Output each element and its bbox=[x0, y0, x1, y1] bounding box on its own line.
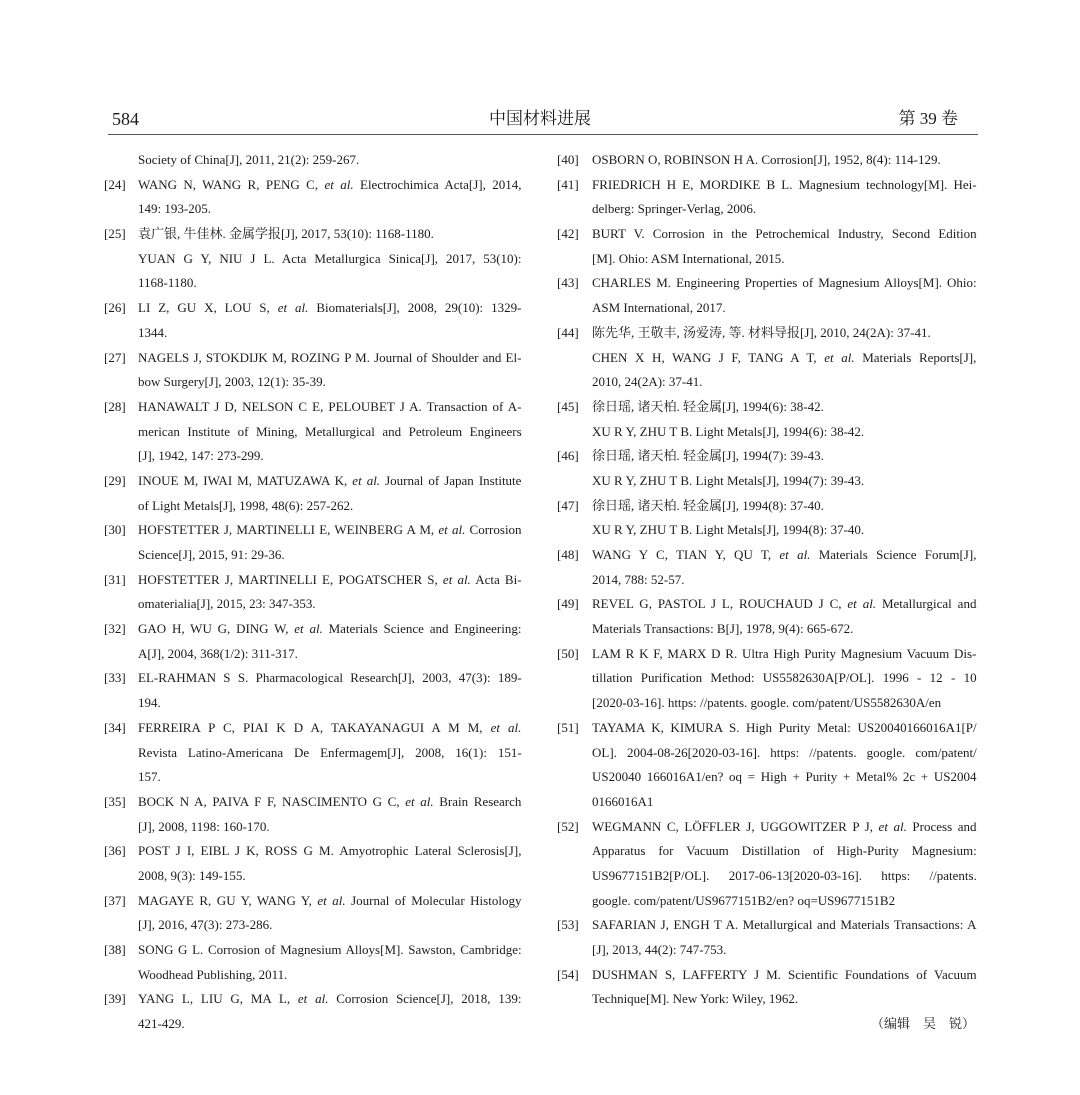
reference-line-text: 徐日瑶, 诸天柏. 轻金属[J], 1994(6): 38-42. bbox=[592, 398, 824, 414]
reference-number: [44] bbox=[557, 324, 579, 340]
reference-line-text: XU R Y, ZHU T B. Light Metals[J], 1994(6): 38-42. bbox=[592, 423, 865, 439]
reference-line bbox=[592, 716, 977, 741]
reference-item bbox=[104, 395, 524, 469]
reference-line-text: 194. bbox=[138, 695, 161, 711]
reference-number: [46] bbox=[557, 448, 579, 464]
reference-line bbox=[138, 815, 522, 840]
reference-line-text: of Light Metals[J], 1998, 48(6): 257-262. bbox=[138, 497, 354, 513]
reference-line bbox=[592, 987, 977, 1012]
reference-item bbox=[104, 296, 524, 345]
reference-item bbox=[104, 889, 524, 938]
reference-line-text: Revista Latino-Americana De Enfermagem[J], 2008, 16(1): 151- bbox=[138, 744, 522, 760]
reference-number: [37] bbox=[104, 892, 126, 908]
reference-item bbox=[557, 494, 979, 543]
reference-line bbox=[138, 839, 522, 864]
reference-line bbox=[592, 839, 977, 864]
reference-line bbox=[592, 889, 977, 914]
reference-line bbox=[138, 222, 522, 247]
reference-item bbox=[557, 173, 979, 222]
reference-line-text: WEGMANN C, LÖFFLER J, UGGOWITZER P J, et al. Process and bbox=[592, 818, 977, 834]
reference-line-text: BOCK N A, PAIVA F F, NASCIMENTO G C, et al. Brain Research bbox=[138, 793, 522, 809]
reference-line bbox=[138, 173, 522, 198]
reference-line-text: [J], 2013, 44(2): 747-753. bbox=[592, 942, 727, 957]
reference-line-text: [J], 1942, 147: 273-299. bbox=[138, 448, 264, 464]
reference-number: [30] bbox=[104, 522, 126, 538]
reference-line-text: NAGELS J, STOKDIJK M, ROZING P M. Journal of Shoulder and El- bbox=[138, 349, 522, 365]
reference-line bbox=[138, 642, 522, 667]
reference-number: [24] bbox=[104, 176, 126, 192]
reference-line bbox=[592, 444, 977, 469]
reference-item bbox=[557, 148, 979, 173]
reference-number: [36] bbox=[104, 843, 126, 859]
reference-line bbox=[592, 222, 977, 247]
reference-item bbox=[104, 938, 524, 987]
reference-number: [38] bbox=[104, 942, 126, 957]
reference-line bbox=[592, 494, 977, 519]
reference-line-text: BURT V. Corrosion in the Petrochemical Industry, Second Edition bbox=[592, 226, 977, 242]
reference-line bbox=[138, 716, 522, 741]
reference-line-text: Science[J], 2015, 91: 29-36. bbox=[138, 547, 285, 562]
reference-line-text: LAM R K F, MARX D R. Ultra High Purity Magnesium Vacuum Dis- bbox=[592, 645, 977, 661]
reference-line bbox=[592, 765, 977, 790]
reference-line bbox=[138, 271, 522, 296]
reference-line-text: FERREIRA P C, PIAI K D A, TAKAYANAGUI A M M, et al. bbox=[138, 719, 522, 735]
reference-line-text: Technique[M]. New York: Wiley, 1962. bbox=[592, 991, 799, 1007]
reference-line bbox=[592, 741, 977, 766]
reference-line-text: XU R Y, ZHU T B. Light Metals[J], 1994(7): 39-43. bbox=[592, 472, 865, 488]
reference-number: [51] bbox=[557, 719, 579, 735]
journal-title: 中国材料进展 bbox=[489, 109, 591, 128]
reference-item bbox=[104, 469, 524, 518]
reference-item bbox=[557, 271, 979, 320]
reference-item bbox=[104, 222, 524, 296]
reference-item bbox=[557, 222, 979, 271]
reference-line bbox=[138, 987, 522, 1012]
reference-item bbox=[104, 666, 524, 715]
reference-line bbox=[138, 691, 522, 716]
reference-line-text: GAO H, WU G, DING W, et al. Materials Science and Engineering: bbox=[138, 621, 522, 637]
reference-line-text: US9677151B2[P/OL]. 2017-06-13[2020-03-16]. https: //patents. bbox=[592, 867, 977, 883]
reference-number: [31] bbox=[104, 571, 126, 587]
reference-line-text: WANG N, WANG R, PENG C, et al. Electrochimica Acta[J], 2014, bbox=[138, 176, 522, 192]
reference-number: [26] bbox=[104, 300, 126, 316]
reference-list-left bbox=[104, 148, 524, 1037]
reference-line-text: POST J I, EIBL J K, ROSS G M. Amyotrophic Lateral Sclerosis[J], bbox=[138, 843, 522, 859]
reference-line-text: 徐日瑶, 诸天柏. 轻金属[J], 1994(8): 37-40. bbox=[592, 497, 824, 513]
reference-line bbox=[138, 444, 522, 469]
reference-item bbox=[557, 716, 979, 815]
reference-line-text: 2010, 24(2A): 37-41. bbox=[592, 374, 703, 390]
reference-line-text: FRIEDRICH H E, MORDIKE B L. Magnesium technology[M]. Hei- bbox=[592, 176, 977, 192]
reference-item bbox=[104, 716, 524, 790]
reference-number: [48] bbox=[557, 547, 579, 562]
reference-line-text: CHARLES M. Engineering Properties of Magnesium Alloys[M]. Ohio: bbox=[592, 275, 977, 291]
reference-line bbox=[138, 420, 522, 445]
reference-line-text: [J], 2008, 1198: 160-170. bbox=[138, 818, 270, 834]
reference-line-text: US20040 166016A1/en? oq = High + Purity + Metal% 2c + US2004 bbox=[592, 769, 977, 785]
reference-number: [33] bbox=[104, 670, 126, 686]
reference-line-text: EL-RAHMAN S S. Pharmacological Research[J], 2003, 47(3): 189- bbox=[138, 670, 522, 686]
reference-item bbox=[104, 839, 524, 888]
reference-line-text: OL]. 2004-08-26[2020-03-16]. https: //patents. google. com/patent/ bbox=[592, 744, 977, 760]
reference-line bbox=[138, 296, 522, 321]
reference-line-text: 421-429. bbox=[138, 1016, 185, 1032]
reference-number: [53] bbox=[557, 917, 579, 933]
reference-line-text: 陈先华, 王敬丰, 汤爱涛, 等. 材料导报[J], 2010, 24(2A): 37-41. bbox=[592, 324, 931, 340]
reference-number: [34] bbox=[104, 719, 126, 735]
reference-line bbox=[592, 469, 977, 494]
reference-line-text: google. com/patent/US9677151B2/en? oq=US9677151B2 bbox=[592, 892, 896, 908]
reference-line bbox=[592, 617, 977, 642]
reference-line bbox=[592, 938, 977, 963]
reference-line-text: 0166016A1 bbox=[592, 793, 654, 809]
reference-line-text: ASM International, 2017. bbox=[592, 300, 726, 316]
reference-number: [25] bbox=[104, 226, 126, 242]
reference-line bbox=[138, 1012, 522, 1037]
reference-line bbox=[592, 346, 977, 371]
reference-line bbox=[138, 790, 522, 815]
reference-line bbox=[138, 889, 522, 914]
reference-line bbox=[138, 666, 522, 691]
reference-number: [35] bbox=[104, 793, 126, 809]
reference-line-text: Woodhead Publishing, 2011. bbox=[138, 966, 288, 982]
reference-number: [42] bbox=[557, 226, 579, 242]
reference-line-text: SONG G L. Corrosion of Magnesium Alloys[M]. Sawston, Cambridge: bbox=[138, 942, 522, 957]
reference-line bbox=[138, 592, 522, 617]
reference-item bbox=[104, 518, 524, 567]
reference-line bbox=[138, 741, 522, 766]
reference-line bbox=[138, 370, 522, 395]
reference-line-text: OSBORN O, ROBINSON H A. Corrosion[J], 1952, 8(4): 114-129. bbox=[592, 152, 941, 167]
reference-line bbox=[138, 494, 522, 519]
reference-number: [45] bbox=[557, 398, 579, 414]
reference-line-text: Materials Transactions: B[J], 1978, 9(4): 665-672. bbox=[592, 621, 854, 637]
reference-line bbox=[592, 592, 977, 617]
reference-line-text: XU R Y, ZHU T B. Light Metals[J], 1994(8): 37-40. bbox=[592, 522, 865, 538]
reference-line-text: HOFSTETTER J, MARTINELLI E, WEINBERG A M, et al. Corrosion bbox=[138, 522, 522, 538]
reference-line bbox=[138, 938, 522, 963]
reference-line bbox=[138, 247, 522, 272]
reference-line bbox=[138, 568, 522, 593]
reference-item bbox=[557, 321, 979, 395]
reference-number: [40] bbox=[557, 152, 579, 167]
reference-line-text: HOFSTETTER J, MARTINELLI E, POGATSCHER S, et al. Acta Bi- bbox=[138, 571, 522, 587]
volume-label: 第 39 卷 bbox=[898, 109, 958, 128]
reference-line bbox=[592, 395, 977, 420]
reference-line bbox=[138, 543, 522, 568]
reference-line bbox=[138, 148, 522, 173]
reference-line-text: 袁广银, 牛佳林. 金属学报[J], 2017, 53(10): 1168-1180. bbox=[138, 226, 434, 242]
reference-line-text: 徐日瑶, 诸天柏. 轻金属[J], 1994(7): 39-43. bbox=[592, 448, 824, 464]
reference-line-text: [M]. Ohio: ASM International, 2015. bbox=[592, 250, 785, 266]
reference-line bbox=[138, 765, 522, 790]
reference-item bbox=[104, 568, 524, 617]
reference-line bbox=[592, 197, 977, 222]
reference-line-text: [J], 2016, 47(3): 273-286. bbox=[138, 917, 273, 933]
reference-line bbox=[592, 518, 977, 543]
reference-item bbox=[104, 617, 524, 666]
reference-line bbox=[592, 296, 977, 321]
reference-number: [32] bbox=[104, 621, 126, 637]
reference-item bbox=[557, 642, 979, 716]
reference-line-text: merican Institute of Mining, Metallurgical and Petroleum Engineers bbox=[138, 423, 522, 439]
reference-line-text: CHEN X H, WANG J F, TANG A T, et al. Materials Reports[J], bbox=[592, 349, 977, 365]
reference-line bbox=[138, 346, 522, 371]
reference-line bbox=[592, 963, 977, 988]
reference-line bbox=[138, 197, 522, 222]
reference-line bbox=[592, 420, 977, 445]
reference-line bbox=[592, 543, 977, 568]
reference-line-text: DUSHMAN S, LAFFERTY J M. Scientific Foundations of Vacuum bbox=[592, 966, 977, 982]
reference-line-text: INOUE M, IWAI M, MATUZAWA K, et al. Journal of Japan Institute bbox=[138, 472, 522, 488]
reference-line-text: Apparatus for Vacuum Distillation of High-Purity Magnesium: bbox=[592, 843, 977, 859]
reference-line bbox=[138, 395, 522, 420]
reference-line bbox=[138, 469, 522, 494]
reference-line bbox=[138, 963, 522, 988]
reference-item bbox=[557, 815, 979, 914]
reference-line bbox=[592, 913, 977, 938]
reference-number: [52] bbox=[557, 818, 579, 834]
reference-line-text: omaterialia[J], 2015, 23: 347-353. bbox=[138, 596, 316, 612]
reference-line-text: bow Surgery[J], 2003, 12(1): 35-39. bbox=[138, 374, 326, 390]
header-divider bbox=[108, 134, 978, 135]
reference-column-right bbox=[557, 148, 979, 1037]
reference-line bbox=[592, 666, 977, 691]
reference-line-text: REVEL G, PASTOL J L, ROUCHAUD J C, et al. Metallurgical and bbox=[592, 596, 977, 612]
reference-line bbox=[592, 173, 977, 198]
reference-line bbox=[138, 518, 522, 543]
reference-line bbox=[592, 642, 977, 667]
reference-column-left bbox=[104, 148, 524, 1037]
reference-line-text: LI Z, GU X, LOU S, et al. Biomaterials[J], 2008, 29(10): 1329- bbox=[138, 300, 522, 316]
reference-line bbox=[592, 247, 977, 272]
reference-line bbox=[592, 815, 977, 840]
reference-line bbox=[138, 321, 522, 346]
reference-line-text: MAGAYE R, GU Y, WANG Y, et al. Journal of Molecular Histology bbox=[138, 892, 522, 908]
reference-line bbox=[592, 321, 977, 346]
reference-line bbox=[138, 913, 522, 938]
reference-line-text: 2014, 788: 52-57. bbox=[592, 571, 685, 587]
reference-line bbox=[592, 691, 977, 716]
reference-line-text: 149: 193-205. bbox=[138, 201, 211, 217]
reference-line bbox=[592, 148, 977, 173]
reference-number: [47] bbox=[557, 497, 579, 513]
reference-number: [54] bbox=[557, 966, 579, 982]
reference-line-text: 1168-1180. bbox=[138, 275, 197, 291]
reference-line-text: [2020-03-16]. https: //patents. google. com/patent/US5582630A/en bbox=[592, 695, 942, 711]
reference-line bbox=[592, 790, 977, 815]
reference-line-text: HANAWALT J D, NELSON C E, PELOUBET J A. Transaction of A- bbox=[138, 398, 522, 414]
reference-item bbox=[104, 987, 524, 1036]
reference-line bbox=[592, 568, 977, 593]
reference-line-text: A[J], 2004, 368(1/2): 311-317. bbox=[138, 645, 298, 661]
reference-item bbox=[104, 173, 524, 222]
reference-line-text: 157. bbox=[138, 769, 161, 785]
reference-line bbox=[592, 271, 977, 296]
page-number: 584 bbox=[112, 109, 139, 129]
reference-number: [43] bbox=[557, 275, 579, 291]
reference-line-text: 2008, 9(3): 149-155. bbox=[138, 867, 246, 883]
reference-item bbox=[104, 346, 524, 395]
reference-line-text: SAFARIAN J, ENGH T A. Metallurgical and Materials Transactions: A bbox=[592, 917, 977, 933]
reference-number: [39] bbox=[104, 991, 126, 1007]
reference-item bbox=[557, 395, 979, 444]
reference-line-text: 1344. bbox=[138, 324, 168, 340]
reference-item bbox=[557, 963, 979, 1012]
reference-line bbox=[592, 864, 977, 889]
reference-line-text: YANG L, LIU G, MA L, et al. Corrosion Science[J], 2018, 139: bbox=[138, 991, 522, 1007]
reference-line-text: YUAN G Y, NIU J L. Acta Metallurgica Sinica[J], 2017, 53(10): bbox=[138, 250, 522, 266]
reference-item bbox=[104, 148, 524, 173]
reference-line-text: WANG Y C, TIAN Y, QU T, et al. Materials Science Forum[J], bbox=[592, 547, 977, 562]
reference-number: [27] bbox=[104, 349, 126, 365]
reference-line bbox=[138, 617, 522, 642]
reference-line-text: tillation Purification Method: US5582630A[P/OL]. 1996 - 12 - 10 bbox=[592, 670, 977, 686]
reference-line-text: Society of China[J], 2011, 21(2): 259-267. bbox=[138, 152, 360, 167]
reference-list-right bbox=[557, 148, 979, 1012]
reference-item bbox=[557, 444, 979, 493]
reference-item bbox=[557, 543, 979, 592]
reference-item bbox=[557, 592, 979, 641]
reference-number: [50] bbox=[557, 645, 579, 661]
editor-note: （编辑 吴 锐） bbox=[870, 1016, 975, 1032]
reference-line bbox=[138, 864, 522, 889]
reference-number: [41] bbox=[557, 176, 579, 192]
reference-item bbox=[557, 913, 979, 962]
reference-line-text: delberg: Springer-Verlag, 2006. bbox=[592, 201, 757, 217]
reference-number: [49] bbox=[557, 596, 579, 612]
reference-number: [28] bbox=[104, 398, 126, 414]
reference-number: [29] bbox=[104, 472, 126, 488]
reference-item bbox=[104, 790, 524, 839]
reference-line-text: TAYAMA K, KIMURA S. High Purity Metal: US20040166016A1[P/ bbox=[592, 719, 977, 735]
reference-line bbox=[592, 370, 977, 395]
